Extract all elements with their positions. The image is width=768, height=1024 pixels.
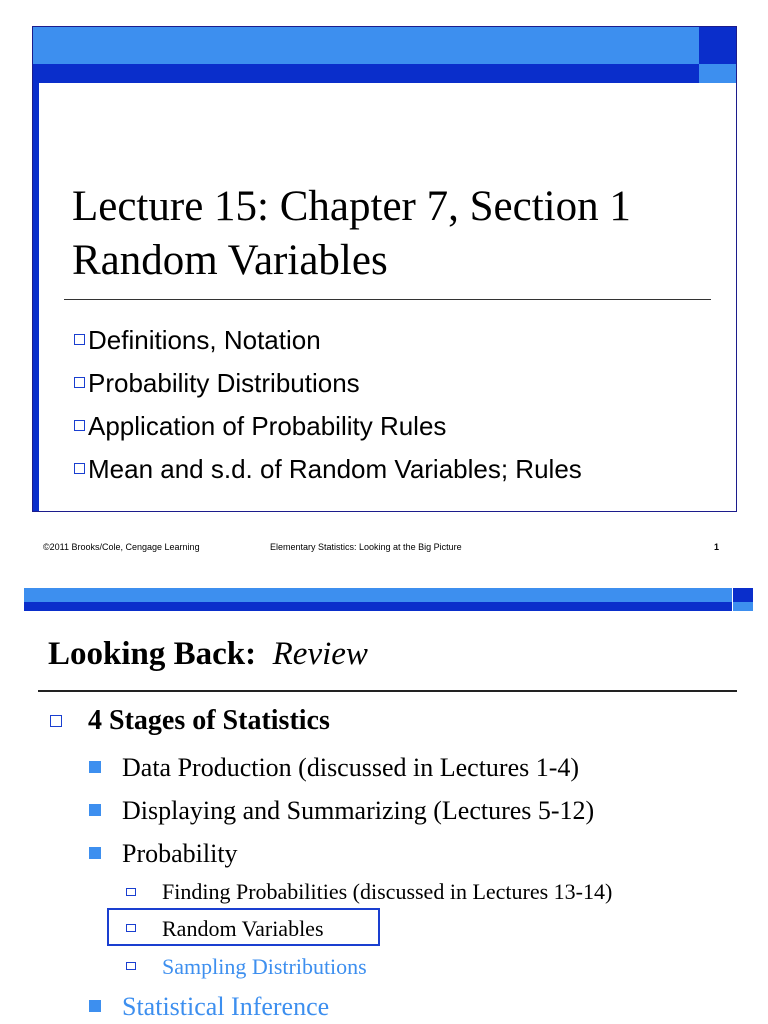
slide-1-header-stripe bbox=[33, 64, 699, 83]
square-bullet-icon bbox=[89, 804, 101, 816]
slide-1-bullet: Mean and s.d. of Random Variables; Rules bbox=[74, 454, 582, 484]
hollow-square-icon bbox=[74, 377, 85, 388]
hollow-square-icon bbox=[74, 463, 85, 474]
level-2-item: Displaying and Summarizing (Lectures 5-12) bbox=[122, 796, 595, 825]
level-3-item-highlighted: Random Variables bbox=[162, 916, 324, 941]
slide-2-title: Looking Back: Review bbox=[48, 636, 368, 672]
slide-1-title-line-2: Random Variables bbox=[72, 237, 388, 284]
slide-2-corner-block bbox=[733, 588, 753, 602]
slide-1-bullet: Definitions, Notation bbox=[74, 325, 321, 355]
footer-book-title: Elementary Statistics: Looking at the Big Picture bbox=[270, 542, 462, 552]
footer-copyright: ©2011 Brooks/Cole, Cengage Learning bbox=[43, 542, 200, 552]
square-bullet-icon bbox=[89, 1000, 101, 1012]
slide-1-corner-block bbox=[699, 27, 736, 64]
slide-2-header-stripe bbox=[24, 602, 732, 611]
footer-page-number: 1 bbox=[714, 542, 720, 552]
level-1-item: 4 Stages of Statistics bbox=[88, 705, 330, 736]
slide-1-header-bar bbox=[33, 27, 699, 64]
slide-1-corner-accent bbox=[699, 64, 736, 83]
slide-1-divider bbox=[64, 299, 711, 300]
slide-2-corner-accent bbox=[733, 602, 753, 611]
hollow-square-icon bbox=[74, 334, 85, 345]
level-2-item-upcoming: Statistical Inference bbox=[122, 992, 330, 1021]
slide-1-title bbox=[72, 180, 712, 288]
hollow-square-icon bbox=[126, 924, 136, 932]
hollow-square-icon bbox=[74, 420, 85, 431]
square-bullet-icon bbox=[89, 847, 101, 859]
slide-1-bullet: Application of Probability Rules bbox=[74, 411, 446, 441]
slide-1-left-bar bbox=[33, 83, 39, 511]
slide-1-bullet: Probability Distributions bbox=[74, 368, 360, 398]
hollow-square-icon bbox=[50, 715, 62, 727]
level-3-item: Finding Probabilities (discussed in Lectures 13-14) bbox=[162, 879, 613, 904]
square-bullet-icon bbox=[89, 761, 101, 773]
slide-2-divider bbox=[38, 690, 737, 692]
hollow-square-icon bbox=[126, 962, 136, 970]
level-3-item-upcoming: Sampling Distributions bbox=[162, 954, 367, 979]
hollow-square-icon bbox=[126, 888, 136, 896]
slide-2-header-bar bbox=[24, 588, 732, 602]
level-2-item: Data Production (discussed in Lectures 1-4) bbox=[122, 753, 580, 782]
level-2-item: Probability bbox=[122, 839, 238, 868]
slide-1-title-line-1: Lecture 15: Chapter 7, Section 1 bbox=[72, 183, 631, 230]
